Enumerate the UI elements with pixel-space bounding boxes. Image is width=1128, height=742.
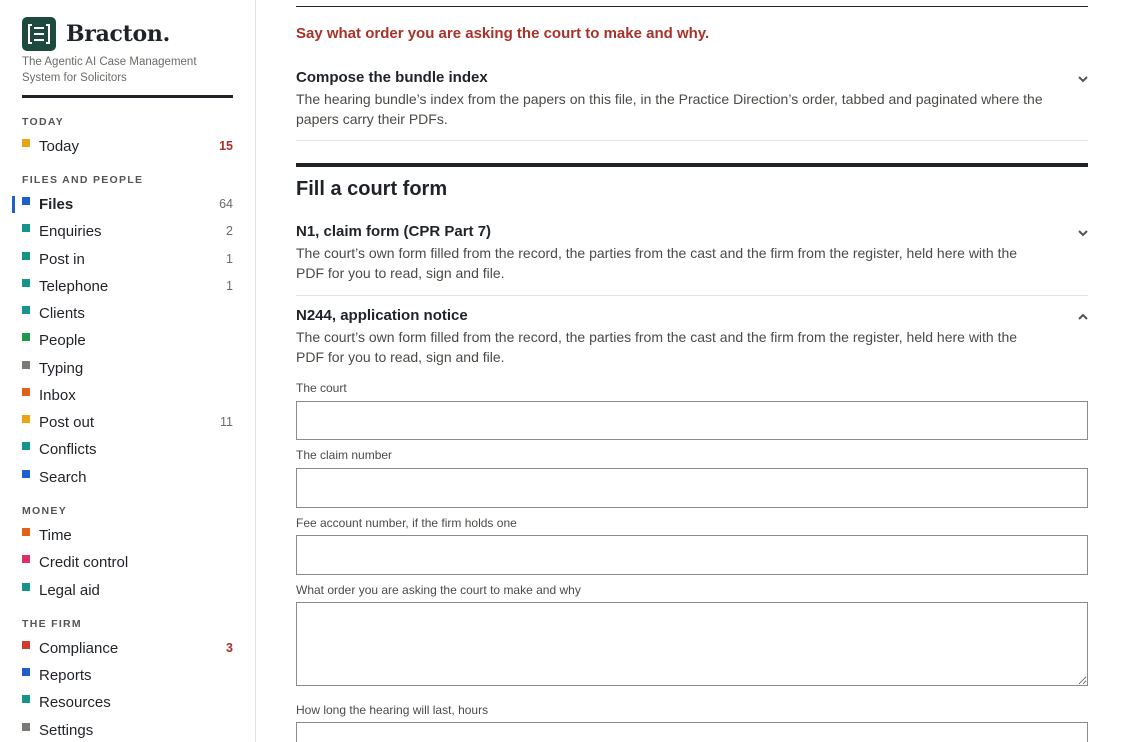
color-marker-icon xyxy=(22,555,30,563)
color-marker-icon xyxy=(22,470,30,478)
sidebar-item-people[interactable] xyxy=(22,328,233,352)
bundle-index-title: Compose the bundle index xyxy=(296,69,488,86)
court-label: The court xyxy=(296,381,347,395)
sidebar-item-label: Reports xyxy=(39,666,92,684)
color-marker-icon xyxy=(22,361,30,369)
order-reason-label: What order you are asking the court to make and why xyxy=(296,583,581,597)
sidebar-item-inbox[interactable] xyxy=(22,383,233,407)
bundle-index-item[interactable] xyxy=(296,68,1088,129)
claim-number-input[interactable] xyxy=(296,468,1088,508)
sidebar-item-label: Settings xyxy=(39,721,94,739)
brand-tagline: The Agentic AI Case Management System for Solicitors xyxy=(22,56,197,84)
sidebar-item-resources[interactable] xyxy=(22,690,233,714)
sidebar-item-conflicts[interactable] xyxy=(22,437,233,461)
brand[interactable] xyxy=(22,17,170,51)
section-rule xyxy=(296,163,1088,167)
sidebar-item-label: Resources xyxy=(39,693,111,711)
color-marker-icon xyxy=(22,415,30,423)
form-n244-item[interactable] xyxy=(296,306,1088,367)
divider xyxy=(296,295,1088,296)
sidebar-item-label: Legal aid xyxy=(39,581,100,599)
sidebar-item-clients[interactable] xyxy=(22,301,233,325)
sidebar-item-telephone[interactable] xyxy=(22,274,233,298)
sidebar-item-count: 1 xyxy=(226,252,233,266)
section-firm: THE FIRM xyxy=(22,618,82,630)
color-marker-icon xyxy=(22,695,30,703)
chevron-down-icon[interactable] xyxy=(1076,72,1090,86)
color-marker-icon xyxy=(22,224,30,232)
chevron-up-icon[interactable] xyxy=(1076,310,1090,324)
form-n244-title: N244, application notice xyxy=(296,307,468,324)
color-marker-icon xyxy=(22,306,30,314)
sidebar-item-label: Compliance xyxy=(39,639,119,657)
sidebar-item-label: Post in xyxy=(39,250,85,268)
sidebar-item-count: 1 xyxy=(226,279,233,293)
divider xyxy=(296,140,1088,141)
color-marker-icon xyxy=(22,279,30,287)
main-content xyxy=(296,0,1088,742)
form-n1-desc: The court’s own form filled from the record, the parties from the cast and the firm from the register, held here with the PDF for you to read, sign and file. xyxy=(296,245,1018,281)
sidebar-item-credit-control[interactable] xyxy=(22,550,233,574)
sidebar-item-label: Clients xyxy=(39,304,85,322)
court-form-heading: Fill a court form xyxy=(296,178,448,200)
color-marker-icon xyxy=(22,197,30,205)
color-marker-icon xyxy=(22,641,30,649)
sidebar-item-label: Time xyxy=(39,526,72,544)
bundle-index-desc: The hearing bundle’s index from the papers on this file, in the Practice Direction’s order, tabbed and paginated where the papers carry their PDFs. xyxy=(296,91,1043,127)
sidebar-item-label: Typing xyxy=(39,359,84,377)
active-indicator xyxy=(12,196,15,213)
form-n244-desc: The court’s own form filled from the record, the parties from the cast and the firm from the register, held here with the PDF for you to read, sign and file. xyxy=(296,329,1018,365)
form-n1-item[interactable] xyxy=(296,222,1088,283)
color-marker-icon xyxy=(22,442,30,450)
sidebar-item-enquiries[interactable] xyxy=(22,219,233,243)
validation-warning: Say what order you are asking the court to make and why. xyxy=(296,25,710,42)
sidebar-item-label: Telephone xyxy=(39,277,109,295)
sidebar-item-count: 2 xyxy=(226,224,233,238)
sidebar-item-search[interactable] xyxy=(22,465,233,489)
color-marker-icon xyxy=(22,333,30,341)
section-files-people: FILES AND PEOPLE xyxy=(22,174,144,186)
sidebar-item-label: Credit control xyxy=(39,553,129,571)
sidebar-item-label: Enquiries xyxy=(39,222,102,240)
top-divider xyxy=(296,6,1088,7)
sidebar-item-label: Files xyxy=(39,195,74,213)
sidebar-item-label: Conflicts xyxy=(39,440,97,458)
sidebar-item-today[interactable] xyxy=(22,134,233,158)
sidebar-item-label: Search xyxy=(39,468,87,486)
sidebar-item-post-in[interactable] xyxy=(22,247,233,271)
sidebar-item-files[interactable] xyxy=(22,192,233,216)
sidebar xyxy=(0,0,256,742)
order-reason-textarea[interactable] xyxy=(296,602,1088,686)
section-money: MONEY xyxy=(22,505,68,517)
sidebar-item-label: Post out xyxy=(39,413,95,431)
brand-name: Bracton. xyxy=(66,21,170,47)
brand-divider xyxy=(22,95,233,98)
color-marker-icon xyxy=(22,388,30,396)
form-n1-title: N1, claim form (CPR Part 7) xyxy=(296,223,492,240)
court-input[interactable] xyxy=(296,401,1088,440)
section-today: TODAY xyxy=(22,116,65,128)
sidebar-item-count: 64 xyxy=(219,197,233,211)
color-marker-icon xyxy=(22,723,30,731)
sidebar-item-post-out[interactable] xyxy=(22,410,233,434)
claim-number-label: The claim number xyxy=(296,448,393,462)
sidebar-item-settings[interactable] xyxy=(22,718,233,742)
sidebar-item-compliance[interactable] xyxy=(22,636,233,660)
color-marker-icon xyxy=(22,583,30,591)
sidebar-item-label: Today xyxy=(39,137,80,155)
sidebar-item-label: Inbox xyxy=(39,386,76,404)
sidebar-item-legal-aid[interactable] xyxy=(22,578,233,602)
color-marker-icon xyxy=(22,528,30,536)
sidebar-item-typing[interactable] xyxy=(22,356,233,380)
color-marker-icon xyxy=(22,139,30,147)
hearing-length-label: How long the hearing will last, hours xyxy=(296,703,489,717)
color-marker-icon xyxy=(22,668,30,676)
sidebar-item-label: People xyxy=(39,331,86,349)
logo-icon xyxy=(22,17,56,51)
sidebar-item-time[interactable] xyxy=(22,523,233,547)
fee-account-input[interactable] xyxy=(296,535,1088,575)
sidebar-item-count: 11 xyxy=(220,415,233,429)
sidebar-item-count: 3 xyxy=(226,641,233,655)
color-marker-icon xyxy=(22,252,30,260)
fee-account-label: Fee account number, if the firm holds one xyxy=(296,516,517,530)
chevron-down-icon[interactable] xyxy=(1076,226,1090,240)
hearing-length-input[interactable] xyxy=(296,722,1088,742)
sidebar-item-count: 15 xyxy=(219,139,233,153)
sidebar-item-reports[interactable] xyxy=(22,663,233,687)
